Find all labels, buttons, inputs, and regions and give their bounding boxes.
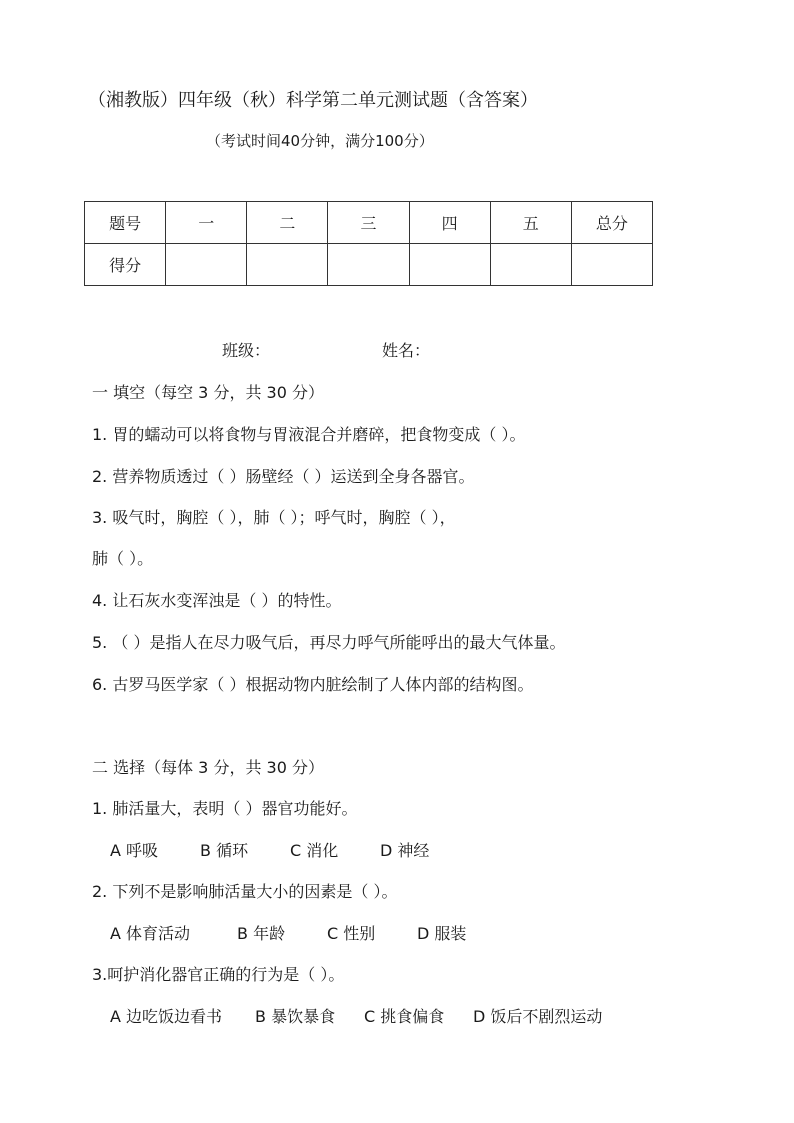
class-label: 班级： <box>222 341 271 360</box>
choice-3-option-c: C 挑食偏食 <box>364 1007 445 1026</box>
fill-question-5: 5. （ ）是指人在尽力吸气后，再尽力呼气所能呼出的最大气体量。 <box>92 633 566 652</box>
choice-1-option-c: C 消化 <box>290 841 339 860</box>
fill-question-1: 1. 胃的蠕动可以将食物与胃液混合并磨碎，把食物变成（ ）。 <box>92 425 526 444</box>
choice-3-option-a: A 边吃饭边看书 <box>110 1007 223 1026</box>
fill-question-3: 3. 吸气时，胸腔（ ），肺（ ）；呼气时，胸腔（ ）， <box>92 508 456 527</box>
choice-2-option-d: D 服装 <box>417 924 467 943</box>
score-cell[interactable] <box>571 244 652 286</box>
section-2-heading: 二 选择（每体 3 分，共 30 分） <box>92 758 324 777</box>
score-table <box>84 201 653 286</box>
section-1-heading: 一 填空（每空 3 分，共 30 分） <box>92 383 324 402</box>
score-cell[interactable] <box>409 244 490 286</box>
header-cell-1: 一 <box>166 202 247 244</box>
choice-3-option-b: B 暴饮暴食 <box>255 1007 336 1026</box>
score-table-score-row <box>85 244 653 286</box>
header-cell-total: 总分 <box>571 202 652 244</box>
header-cell-question-number: 题号 <box>85 202 166 244</box>
fill-question-2: 2. 营养物质透过（ ）肠壁经（ ）运送到全身各器官。 <box>92 467 475 486</box>
choice-2-option-c: C 性别 <box>327 924 376 943</box>
page-title: （湘教版）四年级（秋）科学第二单元测试题（含答案） <box>88 90 538 111</box>
choice-question-3: 3.呵护消化器官正确的行为是（ ）。 <box>92 965 345 984</box>
choice-question-1: 1. 肺活量大，表明（ ）器官功能好。 <box>92 799 358 818</box>
choice-2-option-b: B 年龄 <box>237 924 286 943</box>
score-row-label: 得分 <box>85 244 166 286</box>
choice-1-option-a: A 呼吸 <box>110 841 159 860</box>
fill-question-4: 4. 让石灰水变浑浊是（ ）的特性。 <box>92 591 342 610</box>
header-cell-4: 四 <box>409 202 490 244</box>
choice-3-option-d: D 饭后不剧烈运动 <box>473 1007 603 1026</box>
score-cell[interactable] <box>247 244 328 286</box>
choice-1-option-d: D 神经 <box>380 841 430 860</box>
score-cell[interactable] <box>328 244 409 286</box>
score-table-header-row <box>85 202 653 244</box>
score-cell[interactable] <box>490 244 571 286</box>
choice-1-option-b: B 循环 <box>200 841 249 860</box>
name-label: 姓名： <box>382 341 431 360</box>
choice-2-option-a: A 体育活动 <box>110 924 191 943</box>
score-cell[interactable] <box>166 244 247 286</box>
exam-info: （考试时间40分钟，满分100分） <box>206 132 434 150</box>
header-cell-2: 二 <box>247 202 328 244</box>
choice-question-2: 2. 下列不是影响肺活量大小的因素是（ ）。 <box>92 882 398 901</box>
fill-question-6: 6. 古罗马医学家（ ）根据动物内脏绘制了人体内部的结构图。 <box>92 675 534 694</box>
fill-question-3-continued: 肺（ ）。 <box>92 549 154 568</box>
header-cell-3: 三 <box>328 202 409 244</box>
header-cell-5: 五 <box>490 202 571 244</box>
